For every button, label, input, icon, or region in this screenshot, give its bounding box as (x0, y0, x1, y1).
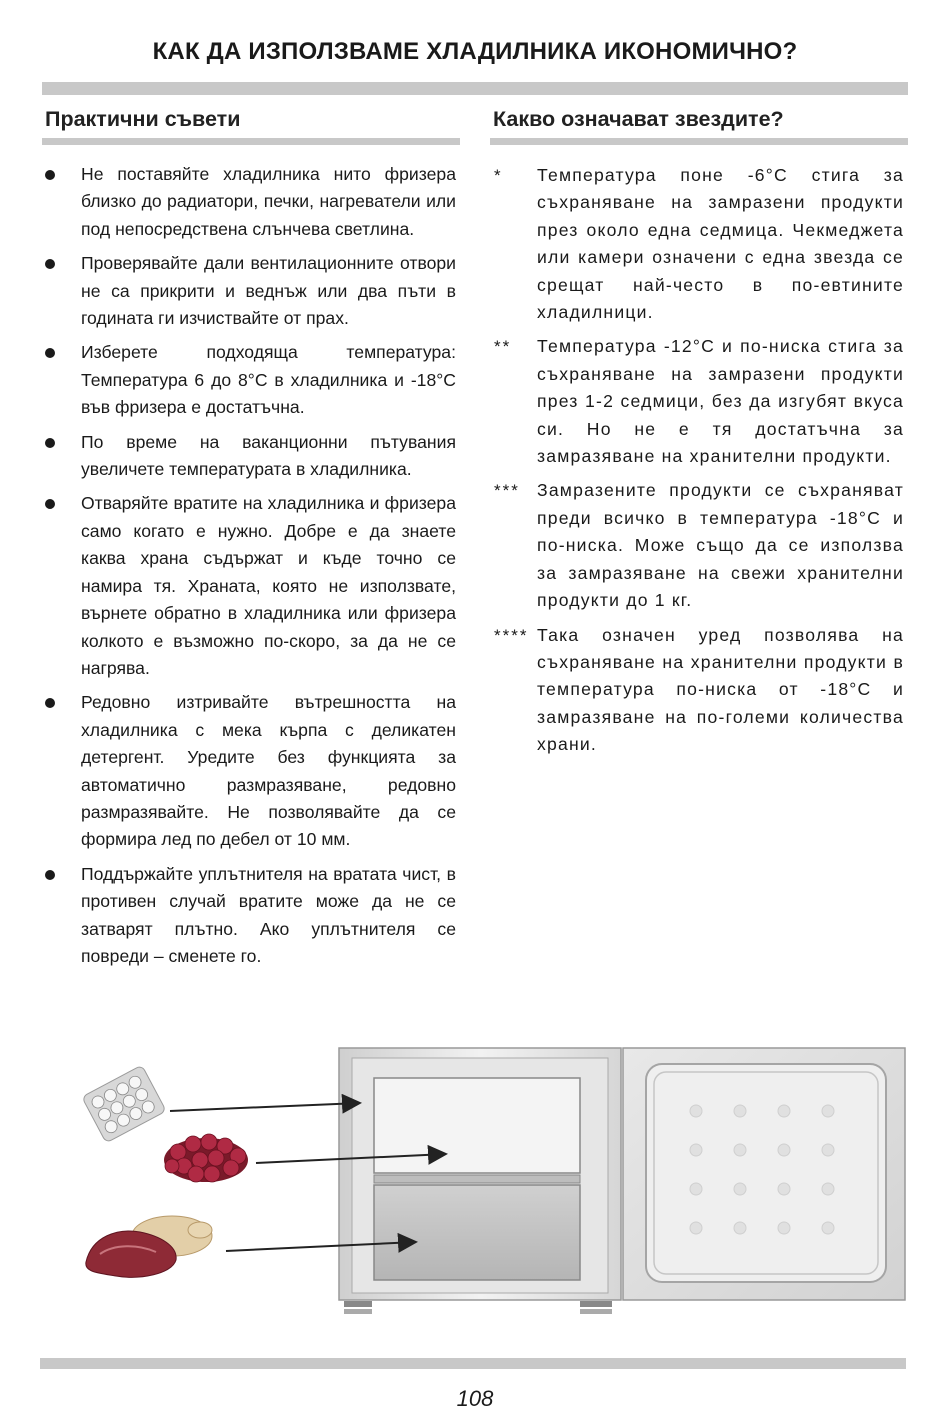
list-item (81, 689, 456, 853)
tip-text: Изберете подходяща температура: Температура 6 до 8°С в хладилника и -18°С във фризера е достатъчна. (81, 342, 456, 418)
list-item (81, 490, 456, 682)
bullet-icon (45, 438, 55, 448)
star-description: Замразените продукти се съхраняват преди всичко в температура -18°С и по-ниска. Може също да се използва за замразяване на свежи хранителни продукти до 1 кг. (537, 480, 904, 611)
tip-text: Проверявайте дали вентилационните отвори не са прикрити и веднъж или два пъти в годината ги изчиствайте от прах. (81, 253, 456, 329)
raspberries-icon (164, 1134, 248, 1182)
list-item (494, 162, 904, 326)
bullet-icon (45, 170, 55, 180)
tip-text: Поддържайте уплътнителя на вратата чист, в противен случай вратите може да не се затварят плътно. Ако уплътнителя се повреди – сменете го. (81, 863, 456, 966)
freezer-door (623, 1048, 905, 1300)
bullet-icon (45, 870, 55, 880)
tips-list (81, 161, 456, 977)
bullet-icon (45, 348, 55, 358)
meat-and-poultry-icon (86, 1216, 212, 1277)
list-item (81, 339, 456, 421)
footer-divider (40, 1358, 906, 1369)
tip-text: Отваряйте вратите на хладилника и фризера само когато е нужно. Добре е да знаете каква храна съдържат и къде точно се намира тя. Храната, която не използвате, върнете обратно в хладилника или фризера колкото е възможно по-скоро, за да не се нагрява. (81, 493, 456, 678)
tip-text: По време на ваканционни пътувания увеличете температурата в хладилника. (81, 431, 456, 480)
title-divider (42, 82, 908, 95)
list-item (494, 333, 904, 470)
list-item (494, 477, 904, 614)
left-section-heading: Практични съвети (45, 107, 241, 131)
bullet-icon (45, 698, 55, 708)
list-item (81, 161, 456, 243)
freezer-cabinet (339, 1048, 621, 1314)
star-description: Температура -12°С и по-ниска стига за съхраняване на замразени продукти през 1-2 седмици, без да изгубят вкуса си. Но не е тя достатъчна за замразяване на хранителни продукти. (537, 336, 904, 467)
star-rating-label: *** (494, 481, 520, 501)
page-number: 108 (456, 1386, 494, 1411)
list-item (81, 429, 456, 484)
star-rating-label: * (494, 166, 503, 185)
right-section-heading: Какво означават звездите? (493, 107, 784, 131)
tip-text: Не поставяйте хладилника нито фризера близко до радиатори, печки, нагреватели или под непосредствена слънчева светлина. (81, 164, 456, 239)
bullet-icon (45, 499, 55, 509)
star-rating-label: ** (494, 337, 512, 357)
freezer-illustration (0, 1040, 950, 1330)
tip-text: Редовно изтривайте вътрешността на хладилника с мека кърпа с деликатен детергент. Уредите без функцията за автоматично размразяване, редовно размразявайте. Не позволявайте да се формира лед по дебел от 10 мм. (81, 692, 456, 850)
page-title: КАК ДА ИЗПОЛЗВАМЕ ХЛАДИЛНИКА ИКОНОМИЧНО? (152, 38, 798, 65)
list-item (494, 622, 904, 759)
arrow-icon (170, 1103, 360, 1111)
stars-list (494, 162, 904, 766)
right-heading-divider (490, 138, 908, 145)
star-description: Така означен уред позволява на съхраняване на хранителни продукти в температура по-ниска от -18°С и замразяване на по-големи количества храни. (537, 624, 904, 755)
list-item (81, 861, 456, 971)
list-item (81, 250, 456, 332)
bullet-icon (45, 259, 55, 269)
left-heading-divider (42, 138, 460, 145)
ice-cube-tray-icon (82, 1065, 166, 1143)
star-description: Температура поне -6°С стига за съхраняване на замразени продукти през около една седмица. Чекмеджета или камери означени с една звезда се срещат най-често в по-евтините хладилници. (537, 165, 904, 323)
star-rating-label: **** (494, 625, 529, 645)
